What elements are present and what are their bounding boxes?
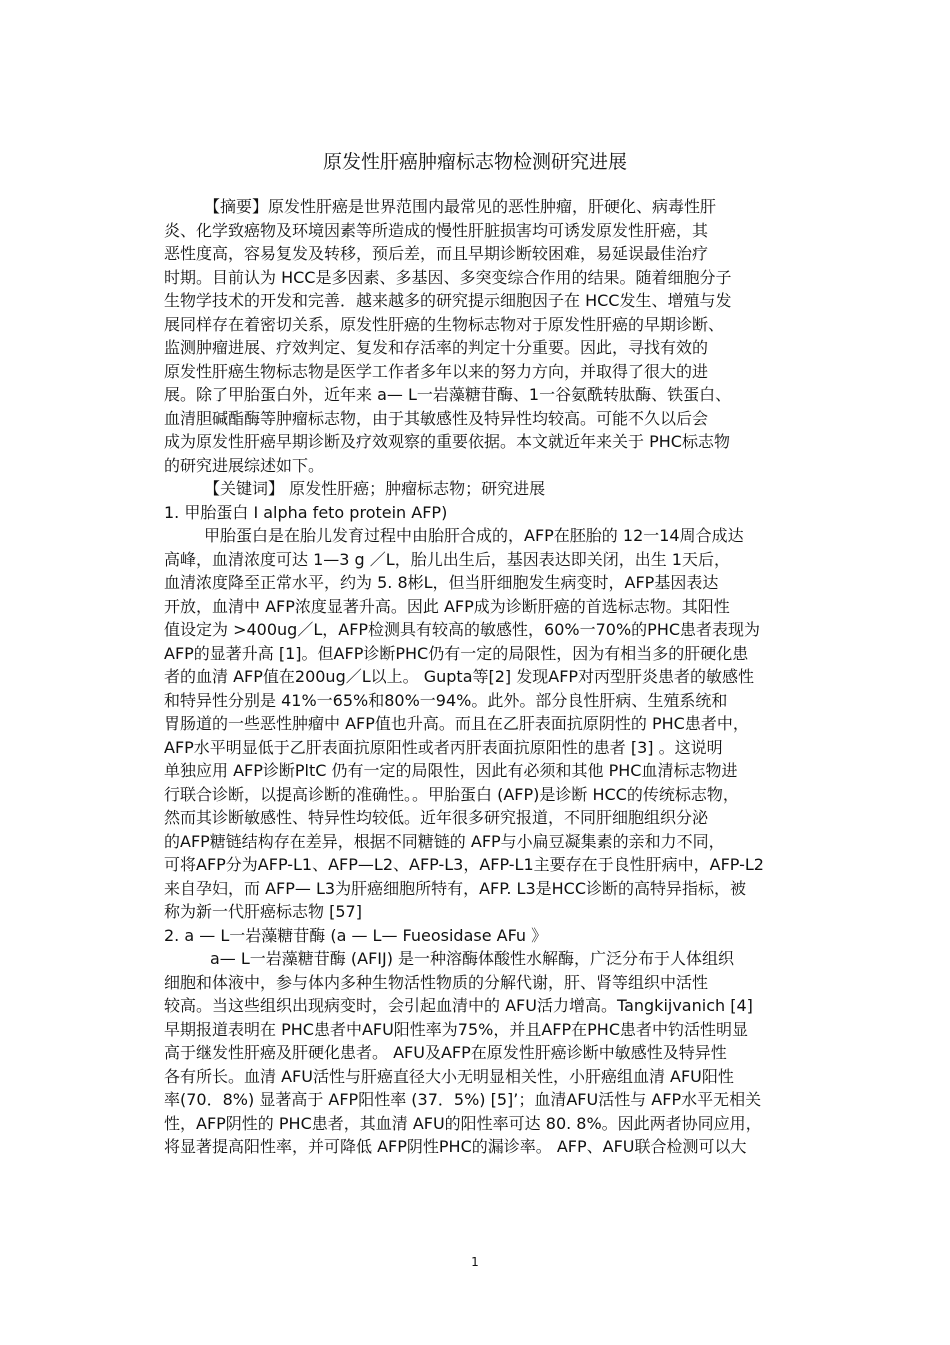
text-line: 值设定为 >400ug／L，AFP检测具有较高的敏感性，60%一70%的PHC患者表现为 bbox=[164, 620, 761, 639]
text-line: AFP的显著升高 [1]。但AFP诊断PHC仍有一定的局限性，因为有相当多的肝硬化患 bbox=[164, 643, 749, 663]
text-line: 来自孕妇，而 AFP— L3为肝癌细胞所特有，AFP. L3是HCC诊断的高特异指标，被 bbox=[164, 878, 747, 898]
text-line: 恶性度高，容易复发及转移，预后差，而且早期诊断较困难，易延误最佳治疗 bbox=[164, 244, 709, 263]
text-line: 甲胎蛋白是在胎儿发育过程中由胎肝合成的，AFP在胚胎的 12一14周合成达 bbox=[204, 526, 744, 545]
text-line: 将显著提高阳性率，并可降低 AFP阴性PHC的漏诊率。 AFP、AFU联合检测可以大 bbox=[164, 1137, 747, 1156]
text-line: AFP水平明显低于乙肝表面抗原阳性或者丙肝表面抗原阳性的患者 [3] 。这说明 bbox=[164, 737, 723, 757]
keywords-line: 【关键词】 原发性肝癌；肿瘤标志物；研究进展 bbox=[204, 479, 546, 498]
text-line: a— L一岩藻糖苷酶 (AFIJ) 是一种溶酶体酸性水解酶，广泛分布于人体组织 bbox=[210, 949, 735, 968]
text-line: 高于继发性肝癌及肝硬化患者。 AFU及AFP在原发性肝癌诊断中敏感性及特异性 bbox=[164, 1043, 727, 1062]
text-line: 展。除了甲胎蛋白外，近年来 a— L一岩藻糖苷酶、1一谷氨酰转肽酶、铁蛋白、 bbox=[164, 385, 732, 404]
text-line: 的研究进展综述如下。 bbox=[164, 455, 325, 475]
text-line: 血清浓度降至正常水平，约为 5. 8彬L，但当肝细胞发生病变时，AFP基因表达 bbox=[164, 573, 719, 592]
text-line: 可将AFP分为AFP-L1、AFP—L2、AFP-L3，AFP-L1主要存在于良性肝病中，AFP-L2 bbox=[164, 855, 764, 874]
page-title: 原发性肝癌肿瘤标志物检测研究进展 bbox=[322, 151, 627, 173]
text-line: 者的血清 AFP值在200ug／L以上。 Gupta等[2] 发现AFP对丙型肝炎患者的敏感性 bbox=[164, 667, 755, 686]
text-line: 时期。目前认为 HCC是多因素、多基因、多突变综合作用的结果。随着细胞分子 bbox=[164, 267, 732, 287]
text-line: 较高。当这些组织出现病变时，会引起血清中的 AFU活力增高。Tangkijvanich [4] bbox=[164, 996, 753, 1015]
page-number: 1 bbox=[471, 1255, 479, 1269]
text-line: 高峰，血清浓度可达 1—3 g ／L，胎儿出生后，基因表达即关闭，出生 1天后， bbox=[164, 549, 730, 569]
text-line: 炎、化学致癌物及环境因素等所造成的慢性肝脏损害均可诱发原发性肝癌，其 bbox=[164, 220, 709, 240]
text-line: 性，AFP阴性的 PHC患者，其血清 AFU的阳性率可达 80. 8%。因此两者协同应用， bbox=[164, 1113, 762, 1133]
text-line: 早期报道表明在 PHC患者中AFU阳性率为75%，并且AFP在PHC患者中钓活性明显 bbox=[164, 1019, 749, 1039]
text-line: 细胞和体液中，参与体内多种生物活性物质的分解代谢，肝、肾等组织中活性 bbox=[164, 972, 709, 992]
text-line: 生物学技术的开发和完善．越来越多的研究提示细胞因子在 HCC发生、增殖与发 bbox=[164, 291, 732, 310]
text-line: 行联合诊断，以提高诊断的准确性。。甲胎蛋白 (AFP)是诊断 HCC的传统标志物， bbox=[164, 784, 739, 804]
section-heading: 1. 甲胎蛋白 I alpha feto protein AFP) bbox=[164, 502, 448, 522]
text-line: 监测肿瘤进展、疗效判定、复发和存活率的判定十分重要。因此，寻找有效的 bbox=[164, 338, 709, 357]
text-line: 开放，血清中 AFP浓度显著升高。因此 AFP成为诊断肝癌的首选标志物。其阳性 bbox=[164, 596, 730, 616]
text-line: 单独应用 AFP诊断PltC 仍有一定的局限性，因此有必须和其他 PHC血清标志物进 bbox=[164, 761, 738, 780]
body-text bbox=[164, 195, 844, 1159]
text-line: 然而其诊断敏感性、特异性均较低。近年很多研究报道，不同肝细胞组织分泌 bbox=[164, 808, 709, 827]
section-heading: 2. a — L一岩藻糖苷酶 (a — L— Fueosidase AFu 》 bbox=[164, 925, 548, 945]
text-line: 各有所长。血清 AFU活性与肝癌直径大小无明显相关性，小肝癌组血清 AFU阳性 bbox=[164, 1066, 734, 1086]
text-line: 【摘要】原发性肝癌是世界范围内最常见的恶性肿瘤，肝硬化、病毒性肝 bbox=[204, 197, 717, 216]
text-line: 展同样存在着密切关系，原发性肝癌的生物标志物对于原发性肝癌的早期诊断、 bbox=[164, 314, 725, 334]
text-line: 和特异性分别是 41%一65%和80%一94%。此外。部分良性肝病、生殖系统和 bbox=[164, 690, 728, 710]
text-line: 原发性肝癌生物标志物是医学工作者多年以来的努力方向，并取得了很大的进 bbox=[164, 361, 709, 381]
text-line: 成为原发性肝癌早期诊断及疗效观察的重要依据。本文就近年来关于 PHC标志物 bbox=[164, 432, 730, 451]
text-line: 胃肠道的一些恶性肿瘤中 AFP值也升高。而且在乙肝表面抗原阴性的 PHC患者中， bbox=[164, 714, 749, 733]
text-line: 称为新一代肝癌标志物 [57] bbox=[164, 902, 362, 921]
text-line: 血清胆碱酯酶等肿瘤标志物，由于其敏感性及特异性均较高。可能不久以后会 bbox=[164, 408, 709, 428]
text-line: 率(70．8%) 显著高于 AFP阳性率 (37．5%) [5]’；血清AFU活性与 AFP水平无相关 bbox=[164, 1090, 762, 1109]
text-line: 的AFP糖链结构存在差异，根据不同糖链的 AFP与小扁豆凝集素的亲和力不同， bbox=[164, 831, 725, 851]
